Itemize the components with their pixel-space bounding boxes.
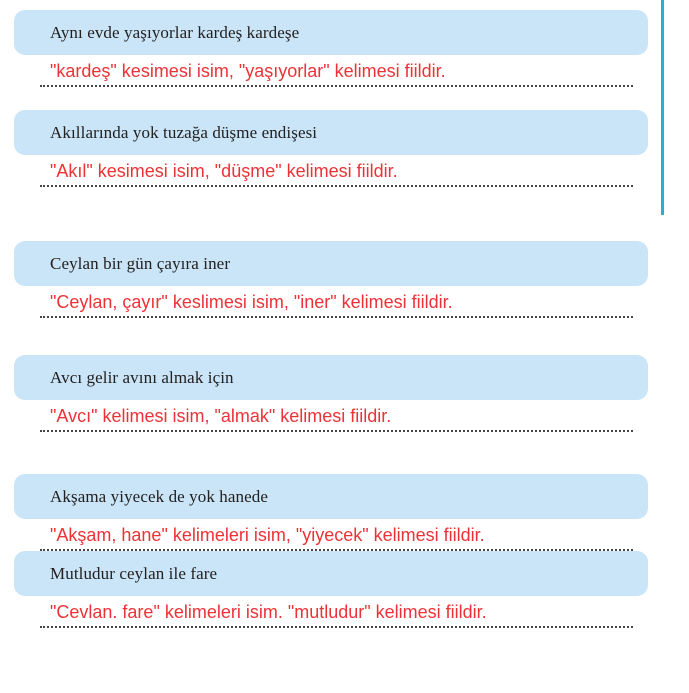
answer-dotted-line (40, 400, 633, 432)
exercise-item (14, 10, 648, 87)
exercise-item (14, 355, 648, 432)
sentence-card (14, 110, 648, 155)
sentence-text: Mutludur ceylan ile fare (50, 563, 218, 583)
sentence-card (14, 474, 648, 519)
sentence-text: Ceylan bir gün çayıra iner (50, 253, 231, 273)
answer-text: "Cevlan. fare" kelimeleri isim. "mutludur" kelimesi fiildir. (50, 602, 487, 622)
exercise-item (14, 241, 648, 318)
sentence-card (14, 241, 648, 286)
answer-dotted-line (40, 286, 633, 318)
answer-dotted-line (40, 55, 633, 87)
sentence-text: Aynı evde yaşıyorlar kardeş kardeşe (50, 22, 300, 42)
answer-text: "kardeş" kesimesi isim, "yaşıyorlar" kelimesi fiildir. (50, 61, 446, 81)
answer-dotted-line (40, 155, 633, 187)
answer-dotted-line (40, 596, 633, 628)
sentence-card (14, 551, 648, 596)
exercise-item (14, 551, 648, 628)
exercise-item (14, 474, 648, 551)
answer-text: "Ceylan, çayır" keslimesi isim, "iner" kelimesi fiildir. (50, 292, 453, 312)
page-edge-accent-line (661, 0, 664, 215)
answer-text: "Avcı" kelimesi isim, "almak" kelimesi fiildir. (50, 406, 392, 426)
answer-dotted-line (40, 519, 633, 551)
sentence-card (14, 10, 648, 55)
sentence-text: Akıllarında yok tuzağa düşme endişesi (50, 122, 318, 142)
sentence-text: Avcı gelir avını almak için (50, 367, 234, 387)
exercise-item (14, 110, 648, 187)
sentence-card (14, 355, 648, 400)
answer-text: "Akşam, hane" kelimeleri isim, "yiyecek" kelimesi fiildir. (50, 525, 485, 545)
sentence-text: Akşama yiyecek de yok hanede (50, 486, 269, 506)
answer-text: "Akıl" kesimesi isim, "düşme" kelimesi fiildir. (50, 161, 398, 181)
